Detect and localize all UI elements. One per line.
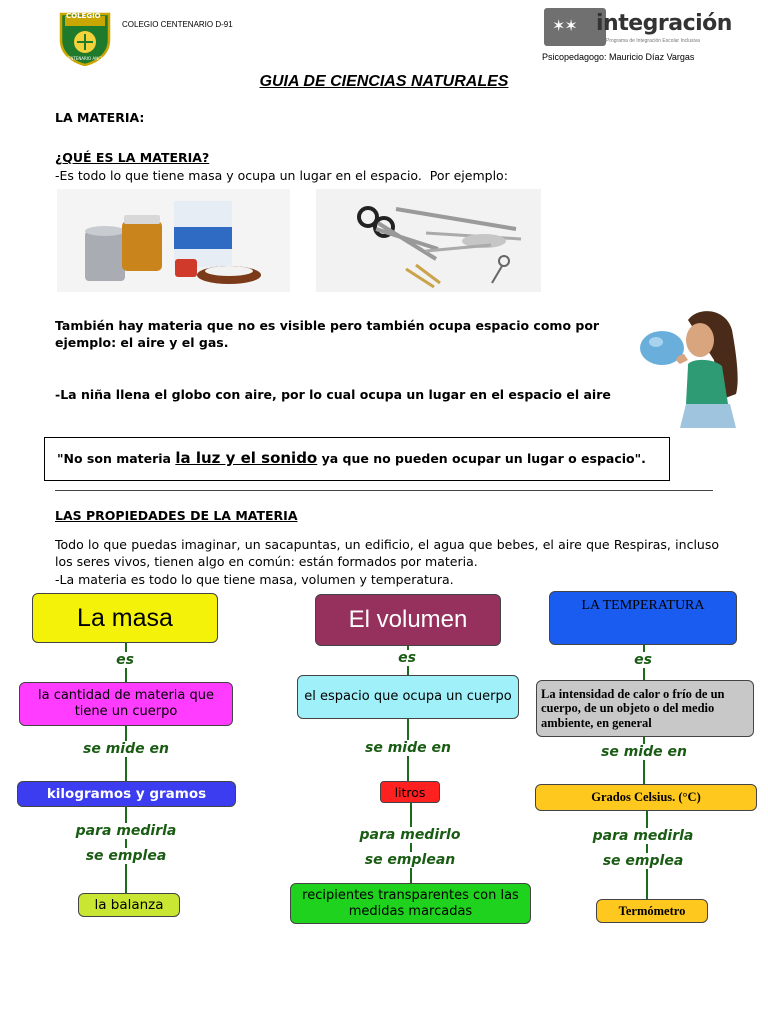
school-name: COLEGIO CENTENARIO D-91 bbox=[122, 20, 233, 29]
quote-after: ya que no pueden ocupar un lugar o espacio". bbox=[317, 451, 646, 466]
volumen-para-label-2: se emplean bbox=[350, 852, 470, 868]
temperatura-tool-box bbox=[596, 899, 708, 923]
quote-box bbox=[44, 437, 670, 481]
section-heading-materia: LA MATERIA: bbox=[55, 110, 145, 125]
masa-title-box bbox=[32, 593, 218, 643]
masa-tool: la balanza bbox=[94, 897, 164, 913]
invisible-matter-line1: También hay materia que no es visible pero también ocupa espacio como por bbox=[55, 318, 600, 333]
volumen-definition: el espacio que ocupa un cuerpo bbox=[304, 689, 512, 704]
masa-es-label: es bbox=[104, 652, 146, 668]
psicopedagogo: Psicopedagogo: Mauricio Díaz Vargas bbox=[542, 52, 695, 62]
properties-summary: -La materia es todo lo que tiene masa, volumen y temperatura. bbox=[55, 572, 454, 587]
definition-text: -Es todo lo que tiene masa y ocupa un lugar en el espacio. Por ejemplo: bbox=[55, 168, 508, 183]
temperatura-definition-box bbox=[536, 680, 754, 737]
logo-tagline: Programa de Integración Escolar Inclusiva bbox=[606, 38, 700, 44]
volumen-unit: litros bbox=[394, 784, 426, 800]
question-heading: ¿QUÉ ES LA MATERIA? bbox=[55, 150, 210, 165]
divider bbox=[55, 490, 713, 491]
volumen-unit-box bbox=[380, 781, 440, 803]
masa-definition-box bbox=[19, 682, 233, 726]
quote-before: "No son materia bbox=[57, 451, 176, 466]
volumen-es-label: es bbox=[386, 650, 428, 666]
temperatura-para-label-2: se emplea bbox=[583, 853, 703, 869]
temperatura-es-label: es bbox=[622, 652, 664, 668]
temperatura-unit: Grados Celsius. (°C) bbox=[591, 790, 701, 804]
properties-heading: LAS PROPIEDADES DE LA MATERIA bbox=[55, 508, 298, 523]
temperatura-para-label-1: para medirla bbox=[573, 828, 713, 844]
page-title: GUIA DE CIENCIAS NATURALES bbox=[259, 73, 509, 90]
balloon-text: -La niña llena el globo con aire, por lo cual ocupa un lugar en el espacio el aire bbox=[55, 387, 611, 402]
volumen-tool: recipientes transparentes con las medidas marcadas bbox=[302, 887, 519, 919]
volumen-definition-box bbox=[297, 675, 519, 719]
photo-scissors-cutlery bbox=[316, 189, 541, 292]
volumen-se-mide-label: se mide en bbox=[348, 740, 468, 756]
volumen-tool-box bbox=[290, 883, 531, 924]
temperatura-se-mide-label: se mide en bbox=[584, 744, 704, 760]
people-icon: ✶✶ bbox=[552, 16, 577, 35]
temperatura-unit-box bbox=[535, 784, 757, 811]
masa-tool-box bbox=[78, 893, 180, 917]
integracion-logo bbox=[544, 8, 736, 48]
quote-highlight: la luz y el sonido bbox=[175, 449, 318, 467]
photo-girl-balloon bbox=[636, 300, 748, 430]
masa-title: La masa bbox=[77, 603, 173, 632]
masa-para-label-2: se emplea bbox=[66, 848, 186, 864]
crest-text-bottom: CENTENARIO ANCUD bbox=[65, 56, 107, 61]
quote-text bbox=[57, 449, 646, 467]
temperatura-title: LA TEMPERATURA bbox=[581, 598, 705, 613]
masa-para-label-1: para medirla bbox=[56, 823, 196, 839]
masa-unit: kilogramos y gramos bbox=[46, 786, 207, 802]
temperatura-title-box bbox=[549, 591, 737, 645]
crest-text-top: COLEGIO bbox=[66, 12, 101, 20]
masa-se-mide-label: se mide en bbox=[66, 741, 186, 757]
invisible-matter-line2: ejemplo: el aire y el gas. bbox=[55, 335, 229, 350]
volumen-para-label-1: para medirlo bbox=[340, 827, 480, 843]
volumen-title-box bbox=[315, 594, 501, 646]
masa-unit-box bbox=[17, 781, 236, 807]
properties-paragraph: Todo lo que puedas imaginar, un sacapuntas, un edificio, el agua que bebes, el aire que Respiras, incluso los seres vivos, tienen algo en común: están formados por materia. bbox=[55, 537, 719, 569]
temperatura-tool: Termómetro bbox=[618, 903, 686, 918]
volumen-connector-2 bbox=[410, 803, 412, 883]
masa-definition: la cantidad de materia que tiene un cuerpo bbox=[37, 688, 215, 719]
volumen-title: El volumen bbox=[348, 606, 468, 633]
photo-food-containers bbox=[57, 189, 290, 292]
temperatura-definition: La intensidad de calor o frío de un cuerpo, de un objeto o del medio ambiente, en general bbox=[541, 686, 725, 730]
logo-word: integración bbox=[596, 11, 732, 36]
